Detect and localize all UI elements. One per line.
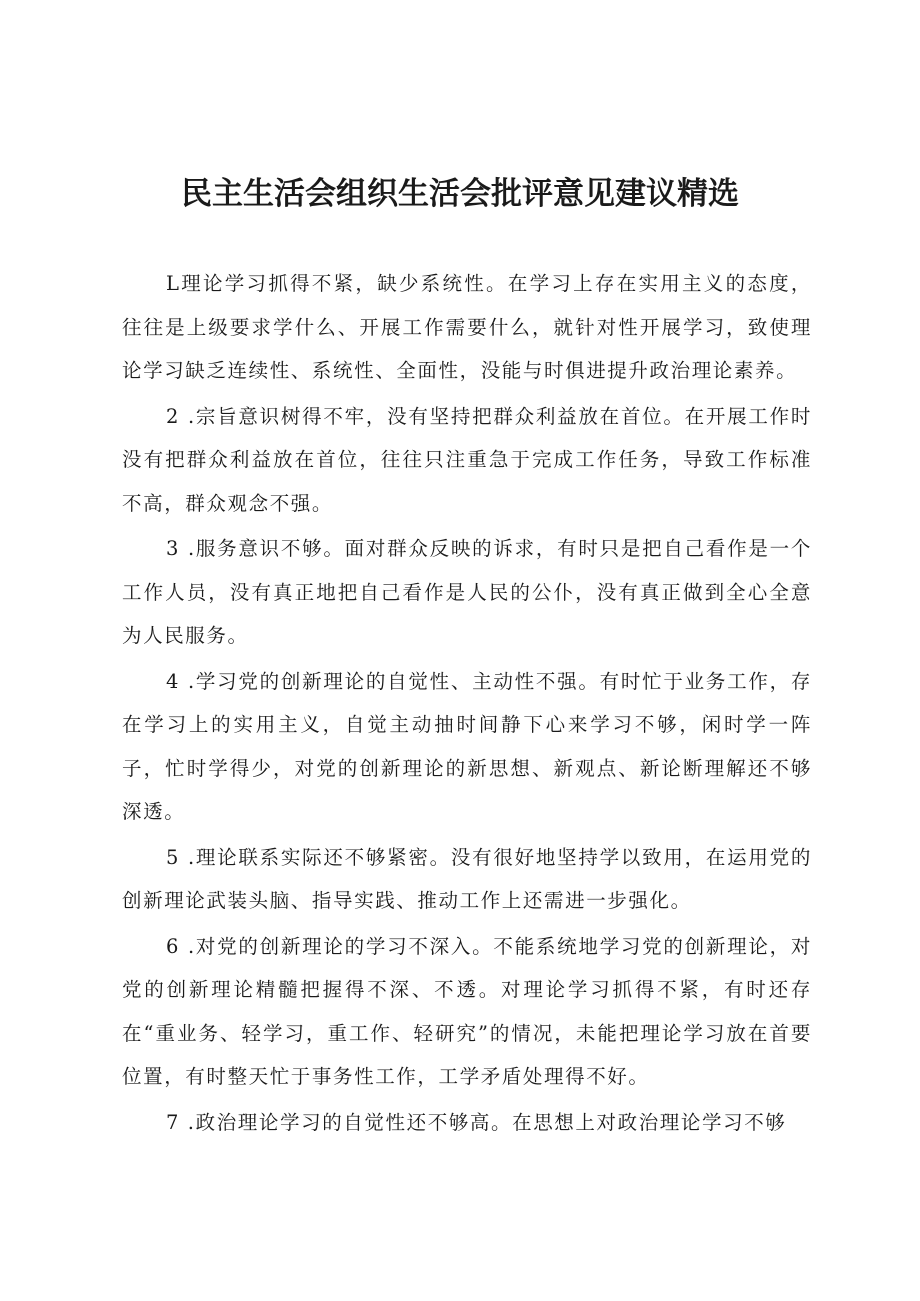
document-body	[122, 262, 812, 1146]
paragraph-7: 7 .政治理论学习的自觉性还不够高。在思想上对政治理论学习不够	[166, 1110, 787, 1134]
paragraph-3: 3 .服务意识不够。面对群众反映的诉求，有时只是把自己看作是一个工作人员，没有真正地把自己看作是人民的公仆，没有真正做到全心全意为人民服务。	[122, 537, 812, 647]
paragraph-4: 4 .学习党的创新理论的自觉性、主动性不强。有时忙于业务工作，存在学习上的实用主义，自觉主动抽时间静下心来学习不够，闲时学一阵子，忙时学得少，对党的创新理论的新思想、新观点、新论断理解还不够深透。	[122, 669, 812, 823]
paragraph-5: 5 .理论联系实际还不够紧密。没有很好地坚持学以致用，在运用党的创新理论武装头脑、指导实践、推动工作上还需进一步强化。	[122, 845, 812, 912]
paragraph-2: 2 .宗旨意识树得不牢，没有坚持把群众利益放在首位。在开展工作时没有把群众利益放在首位，往往只注重急于完成工作任务，导致工作标准不高，群众观念不强。	[122, 404, 812, 515]
document-title: 民主生活会组织生活会批评意见建议精选	[181, 176, 739, 212]
paragraph-1: L理论学习抓得不紧，缺少系统性。在学习上存在实用主义的态度，往往是上级要求学什么、开展工作需要什么，就针对性开展学习，致使理论学习缺乏连续性、系统性、全面性，没能与时俱进提升政治理论素养。	[122, 272, 812, 382]
paragraph-6: 6 .对党的创新理论的学习不深入。不能系统地学习党的创新理论，对党的创新理论精髓把握得不深、不透。对理论学习抓得不紧，有时还存在“重业务、轻学习，重工作、轻研究”的情况，未能把理论学习放在首要位置，有时整天忙于事务性工作，工学矛盾处理得不好。	[122, 934, 812, 1088]
